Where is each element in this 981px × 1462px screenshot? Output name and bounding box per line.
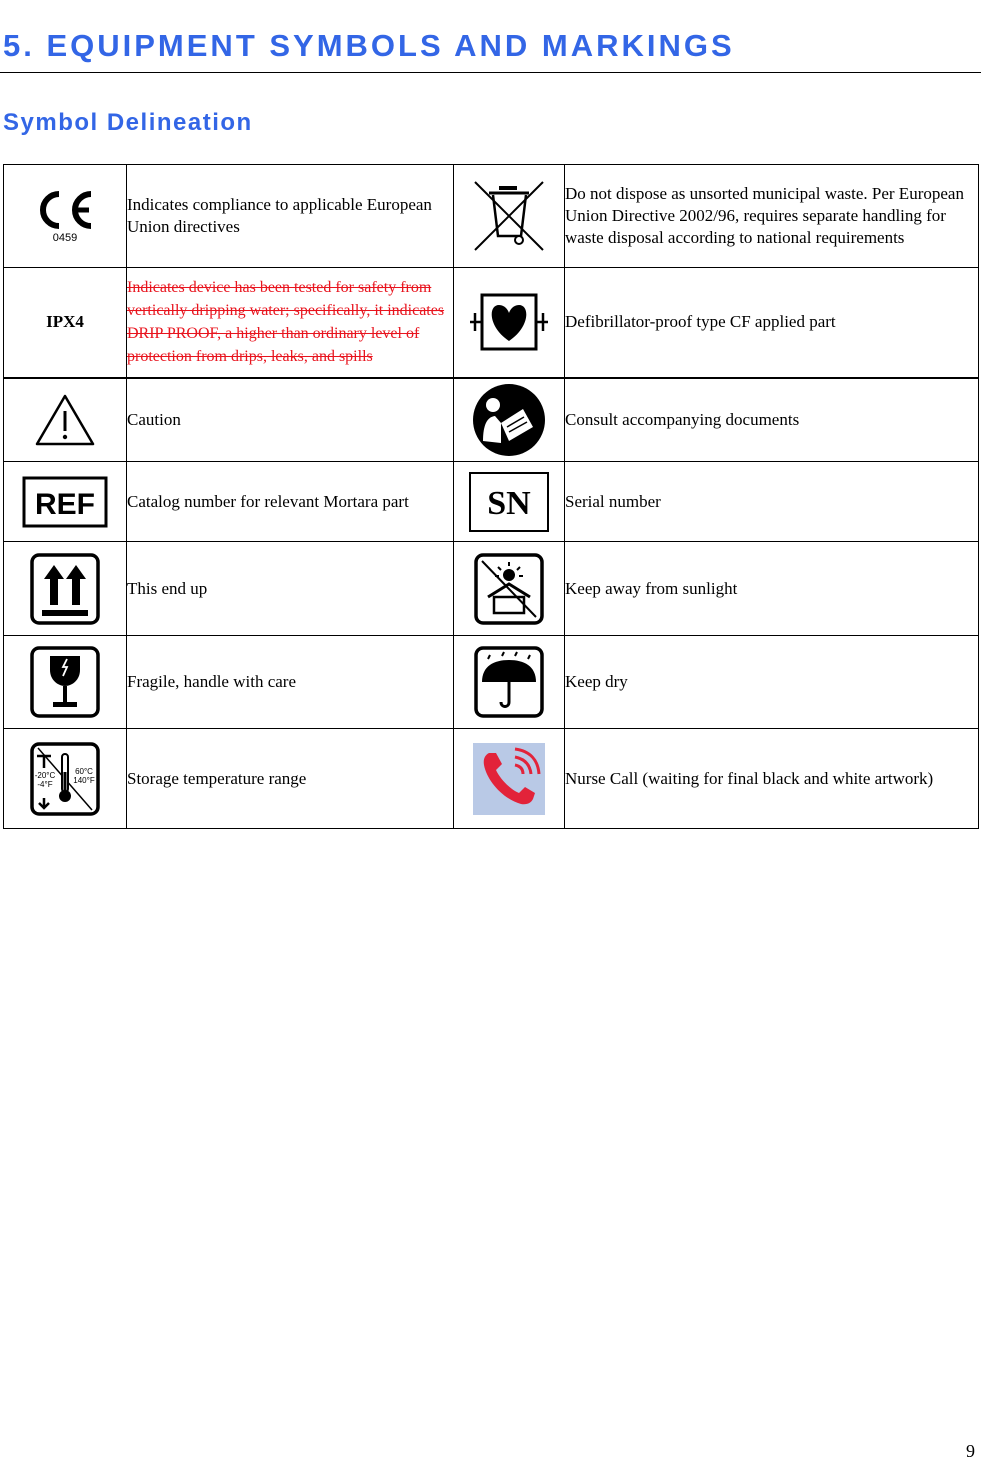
subsection-title: Symbol Delineation	[3, 109, 253, 136]
weee-crossed-bin-icon	[471, 180, 547, 252]
defib-description: Defibrillator-proof type CF applied part	[565, 268, 979, 378]
storage-temp-description: Storage temperature range	[127, 729, 454, 829]
consult-docs-cell	[454, 378, 565, 462]
serial-number-icon: SN	[469, 472, 549, 532]
table-row	[4, 462, 979, 542]
storage-temp-cell	[4, 729, 127, 829]
storage-temperature-icon	[30, 742, 100, 816]
consult-docs-description: Consult accompanying documents	[565, 378, 979, 462]
caution-description: Caution	[127, 378, 454, 462]
caution-cell	[4, 378, 127, 462]
title-rule	[0, 72, 981, 73]
temp-min-c: -20°C	[34, 770, 56, 780]
table-row	[4, 165, 979, 268]
ipx4-description	[127, 268, 454, 378]
keep-from-sunlight-icon	[474, 553, 544, 625]
table-row	[4, 378, 979, 462]
sunlight-description: Keep away from sunlight	[565, 542, 979, 636]
defibrillator-proof-cf-icon	[468, 293, 550, 351]
ref-description: Catalog number for relevant Mortara part	[127, 462, 454, 542]
page-number: 9	[966, 1441, 975, 1461]
weee-description: Do not dispose as unsorted municipal waste. Per European Union Directive 2002/96, requires separate handling for waste disposal according to national requirements	[565, 165, 979, 268]
ce-notified-body-number: 0459	[52, 232, 78, 244]
consult-documents-icon	[471, 383, 547, 457]
section-title: 5. EQUIPMENT SYMBOLS AND MARKINGS	[3, 28, 735, 63]
defib-cell	[454, 268, 565, 378]
table-row	[4, 636, 979, 729]
ce-mark-cell	[4, 165, 127, 268]
caution-triangle-icon	[34, 393, 96, 447]
ce-mark-icon	[33, 188, 97, 244]
nurse-call-cell	[454, 729, 565, 829]
ref-cell	[4, 462, 127, 542]
keep-dry-umbrella-icon	[474, 646, 544, 718]
ref-label: REF	[35, 487, 95, 521]
temp-min-f: -4°F	[37, 779, 53, 789]
fragile-cell	[4, 636, 127, 729]
table-row	[4, 729, 979, 829]
symbol-table	[3, 164, 979, 829]
keep-dry-cell	[454, 636, 565, 729]
this-end-up-cell	[4, 542, 127, 636]
table-row	[4, 542, 979, 636]
ipx4-label: IPX4	[46, 312, 84, 332]
ce-mark-description: Indicates compliance to applicable European Union directives	[127, 165, 454, 268]
keep-dry-description: Keep dry	[565, 636, 979, 729]
ref-catalog-icon	[22, 476, 108, 528]
ipx4-description-text: Indicates device has been tested for safety from vertically dripping water; specifically, it indicates DRIP PROOF, a higher than ordinary level of protection from drips, leaks, and spills	[127, 279, 445, 366]
fragile-glass-icon	[30, 646, 100, 718]
table-row	[4, 268, 979, 378]
temp-max-f: 140°F	[73, 775, 95, 785]
this-end-up-icon	[30, 553, 100, 625]
fragile-description: Fragile, handle with care	[127, 636, 454, 729]
nurse-call-description: Nurse Call (waiting for final black and white artwork)	[565, 729, 979, 829]
sn-description: Serial number	[565, 462, 979, 542]
weee-cell	[454, 165, 565, 268]
temp-max-c: 60°C	[75, 766, 93, 776]
ipx4-cell	[4, 268, 127, 378]
sunlight-cell	[454, 542, 565, 636]
this-end-up-description: This end up	[127, 542, 454, 636]
nurse-call-phone-icon	[473, 743, 545, 815]
sn-cell	[454, 462, 565, 542]
